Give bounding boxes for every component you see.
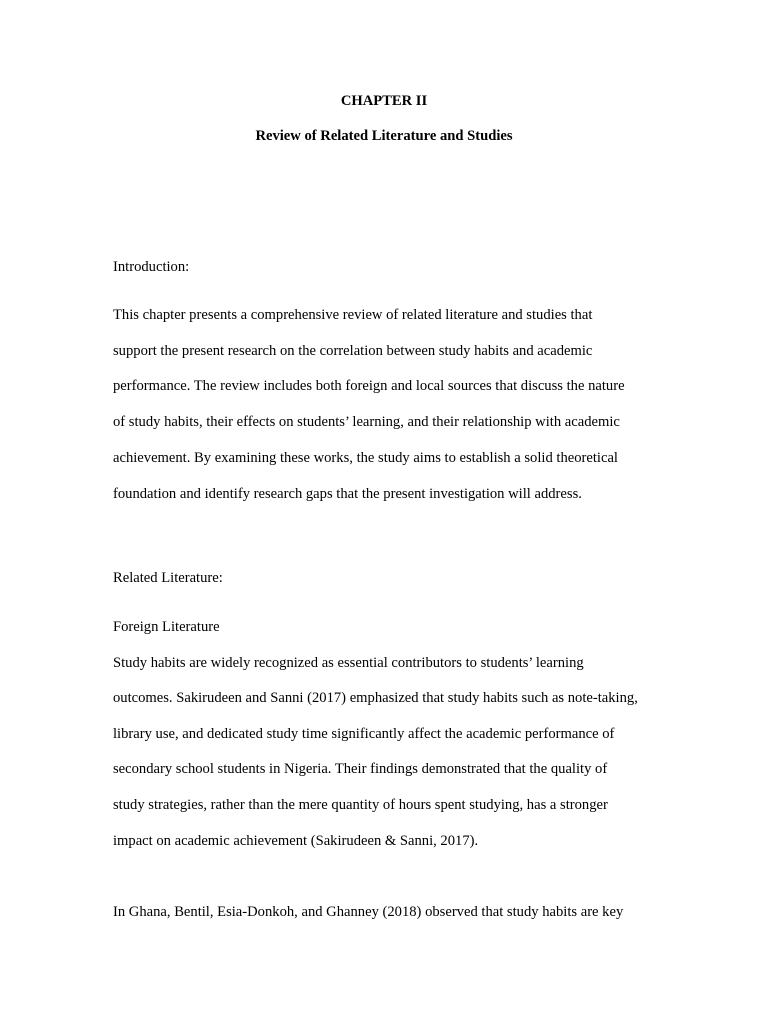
paragraph-line: library use, and dedicated study time significantly affect the academic performance of xyxy=(113,726,615,742)
introduction-line: foundation and identify research gaps that the present investigation will address. xyxy=(113,486,582,502)
introduction-line: support the present research on the correlation between study habits and academic xyxy=(113,343,593,359)
chapter-number: CHAPTER II xyxy=(340,93,428,109)
paragraph-line: In Ghana, Bentil, Esia-Donkoh, and Ghanney (2018) observed that study habits are key xyxy=(113,904,624,920)
paragraph-line: outcomes. Sakirudeen and Sanni (2017) emphasized that study habits such as note-taking, xyxy=(113,690,638,706)
introduction-line: performance. The review includes both foreign and local sources that discuss the nature xyxy=(113,378,625,394)
introduction-line: of study habits, their effects on students’ learning, and their relationship with academic xyxy=(113,414,620,430)
introduction-line: This chapter presents a comprehensive review of related literature and studies that xyxy=(113,307,593,323)
chapter-title: Review of Related Literature and Studies xyxy=(255,128,513,144)
paragraph-line: impact on academic achievement (Sakirudeen & Sanni, 2017). xyxy=(113,833,479,849)
introduction-heading: Introduction: xyxy=(113,259,190,275)
introduction-line: achievement. By examining these works, the study aims to establish a solid theoretical xyxy=(113,450,618,466)
foreign-literature-subheading: Foreign Literature xyxy=(113,619,220,635)
paragraph-line: Study habits are widely recognized as essential contributors to students’ learning xyxy=(113,655,584,671)
paragraph-line: study strategies, rather than the mere quantity of hours spent studying, has a stronger xyxy=(113,797,608,813)
paragraph-line: secondary school students in Nigeria. Their findings demonstrated that the quality of xyxy=(113,761,608,777)
related-literature-heading: Related Literature: xyxy=(113,570,223,586)
